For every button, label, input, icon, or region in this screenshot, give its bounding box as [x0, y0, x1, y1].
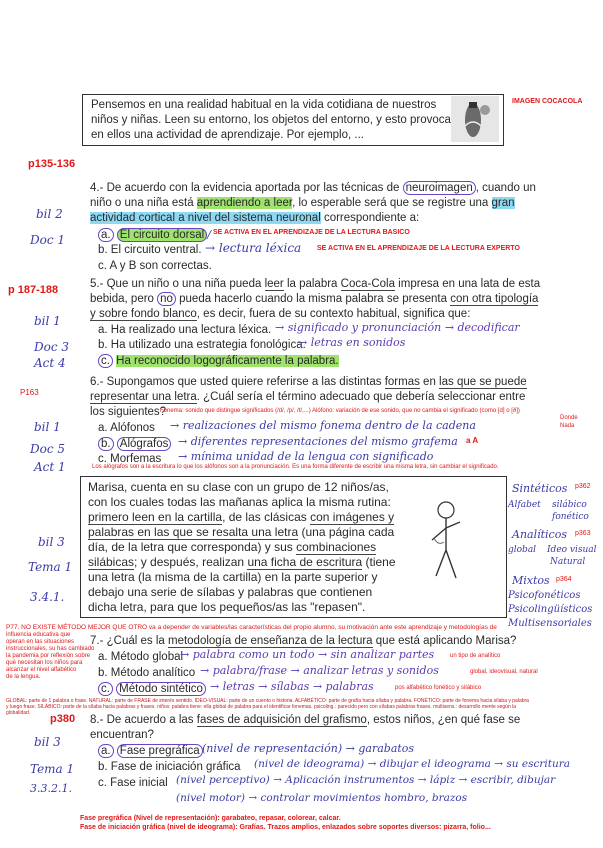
marisa-line: una letra (la misma de la cartilla) en la parte superior y [88, 570, 378, 584]
right-note: Ideo visual [547, 545, 597, 555]
left-note-line: de la lengua. [6, 674, 41, 680]
right-note: global [508, 545, 537, 555]
margin-note: bil 3 [34, 735, 61, 749]
q4-note-b: SE ACTIVA EN EL APRENDIZAJE DE LA LECTURA EXPERTO [317, 245, 520, 252]
q6-option-b[interactable]: b. Alógrafos [98, 437, 171, 452]
margin-note: Act 4 [34, 356, 66, 370]
margin-note: Doc 1 [30, 233, 66, 247]
marisa-line: con los cuales todas las mañanas aplica la misma rutina: [88, 495, 391, 509]
q6-hand-b-mark: a A [466, 436, 479, 445]
q8-hand-c1: (nivel perceptivo) → Aplicación instrumentos → lápiz → escribir, dibujar [176, 774, 556, 786]
q5-stem-line: y sobre fondo blanco, es decir, fuera de su contexto habitual, significa que: [90, 308, 471, 320]
marisa-line: dicha letra, para que los pequeños/as las "repasen". [88, 600, 366, 614]
q5-option-b[interactable]: b. Ha utilizado una estrategia fonológica. [98, 339, 306, 351]
intro-box [82, 94, 504, 146]
margin-note: Doc 5 [30, 442, 66, 456]
margin-note: Doc 3 [34, 340, 70, 354]
right-note: silábico [552, 500, 587, 510]
child-drawing-image [420, 498, 470, 588]
q5-hand-a: → significado y pronunciación → decodificar [275, 321, 520, 334]
right-note: Psicolingüísticos [508, 604, 593, 615]
page-ref: p380 [50, 713, 76, 725]
right-note: Natural [550, 557, 586, 567]
p77-note: P77. NO EXISTE MÉTODO MEJOR QUE OTRO va a depender de variables/las características del propio alumno, su motivación ante este aprendizaje y metodologías de [6, 624, 497, 631]
marisa-line: palabras en las que se resalta una letra (una página cada [88, 525, 395, 539]
margin-note: bil 1 [34, 420, 61, 434]
right-note: Psicofonéticos [508, 590, 581, 601]
q6-option-c[interactable]: c. Morfemas [98, 453, 162, 465]
q7-option-b[interactable]: b. Método analítico [98, 667, 196, 679]
q8-option-c[interactable]: c. Fase inicial [98, 777, 168, 789]
q6-nada: Nada [560, 423, 575, 429]
q6-stem-line: representar una letra. ¿Cuál sería el término adecuado que debería seleccionar entre [90, 391, 526, 403]
marisa-line: día, de la letra que corresponda) y sus combinaciones [88, 540, 377, 554]
intro-line: niños y niñas. Leen su entorno, los objetos del entorno, y esto provoca [91, 114, 451, 126]
q4-note-a: SE ACTIVA EN EL APRENDIZAJE DE LA LECTURA BASICO [213, 229, 410, 236]
q6-hand-a: → realizaciones del mismo fonema dentro de la cadena [170, 419, 476, 432]
q5-stem-line: bebida, pero no pueda hacerlo cuando la misma palabra se presenta con otra tipología [90, 293, 539, 305]
right-note: Analíticos [512, 528, 567, 541]
margin-note: 3.3.2.1. [30, 782, 72, 795]
margin-note: Tema 1 [28, 560, 73, 574]
image-label: IMAGEN COCACOLA [512, 98, 583, 105]
q7-stem: 7.- ¿Cuál es la metodología de enseñanza de la lectura que está aplicando Marisa? [90, 635, 517, 647]
right-note: Multisensoriales [508, 618, 592, 629]
margin-note: bil 3 [38, 535, 65, 549]
q8-option-b[interactable]: b. Fase de iniciación gráfica [98, 761, 241, 773]
q4-stem-line: 4.- De acuerdo con la evidencia aportada por las técnicas de neuroimagen , cuando un [90, 182, 536, 194]
q6-option-a[interactable]: a. Alófonos [98, 422, 155, 434]
page-ref: p135-136 [28, 158, 76, 170]
intro-line: Pensemos en una realidad habitual en la vida cotidiana de nuestros [91, 99, 437, 111]
margin-note: bil 1 [34, 314, 61, 328]
q7-hand-c: → letras → sílabas → palabras [210, 680, 374, 693]
right-note: Mixtos [512, 574, 550, 587]
q4-option-a[interactable]: a. El circuito dorsal / [98, 227, 211, 243]
margin-note: 3.4.1. [30, 590, 65, 604]
q6-alografos-note: Los alógrafos son a la escritura lo que los alófonos son a la pronunciación. Es una forma diferente de escribir una misma letra, sin cambiar el significado. [92, 464, 499, 470]
q6-hand-b: → diferentes representaciones del mismo grafema [178, 435, 458, 448]
left-note-line: influencia educativa que [6, 632, 71, 638]
q4-option-b[interactable]: b. El circuito ventral. [98, 244, 202, 256]
global-note: y luego frase. SILÁBICO: parte de la sílaba hacia palabras y frases. niños: palabra tiene: ella global de palabra para el identificar fonemas. psicoling.: parecido pero con sílabas palabras frases. multisens.: desarrollo mente según la [6, 704, 517, 710]
intro-line: en ellos una actividad de aprendizaje. Por ejemplo, ... [91, 129, 364, 141]
q8-option-a[interactable]: a. Fase pregráfica [98, 744, 203, 759]
cocacola-image [451, 96, 499, 142]
global-note: globalidad. [6, 710, 31, 716]
q4-option-c[interactable]: c. A y B son correctas. [98, 260, 212, 272]
q7-option-a[interactable]: a. Método global [98, 651, 184, 663]
right-note: Alfabet [508, 500, 541, 510]
q5-option-c[interactable]: c. Ha reconocido logográficamente la palabra. [98, 354, 339, 369]
q8-stem-line: encuentran? [90, 729, 154, 741]
margin-note: Tema 1 [30, 762, 75, 776]
q5-stem-line: 5.- Que un niño o una niña pueda leer la palabra Coca-Cola impresa en una lata de esta [90, 278, 541, 290]
left-note-line: alcanzar el nivel alfabético [6, 667, 77, 673]
marisa-line: silábicas; y después, realizan una ficha de escritura (tiene [88, 555, 396, 569]
q7-option-c[interactable]: c. Método sintético [98, 682, 206, 697]
right-note: Sintéticos [512, 482, 568, 495]
margin-note: bil 2 [36, 207, 63, 221]
marisa-line: primero leen en la cartilla, de las clásicas con imágenes y [88, 510, 395, 524]
q6-fonema-note: Fonema: sonido que distingue significados (/d/, /p/, /t/,...) Alófono: variación de ese sonido, que no cambia el significado (como [d] o [ð]) [160, 408, 520, 414]
q8-stem-line: 8.- De acuerdo a las fases de adquisición del grafismo, estos niños, ¿en qué fase se [90, 714, 521, 726]
right-note: fonético [552, 512, 589, 522]
q6-hand-c: → mínima unidad de la lengua con significado [178, 450, 434, 463]
marisa-line: Marisa, cuenta en su clase con un grupo de 12 niños/as, [88, 480, 389, 494]
q5-hand-b: → letras en sonidos [298, 336, 406, 349]
left-note-line: la pandemia por reflexión sobre [6, 653, 91, 659]
margin-note: Act 1 [34, 460, 66, 474]
q5-option-a[interactable]: a. Ha realizado una lectura léxica. [98, 324, 272, 336]
q6-stem-line: 6.- Supongamos que usted quiere referirse a las distintas formas en las que se puede [90, 376, 527, 388]
q6-donde: Donde [560, 415, 578, 421]
page-ref: p 187-188 [8, 284, 59, 296]
left-note-line: operan en las situaciones [6, 639, 75, 645]
right-note-page: p362 [575, 483, 591, 490]
q6-stem-line: los siguientes? [90, 406, 167, 418]
q7-hand-c-red: pos alfabético fonético y silábico [395, 685, 482, 691]
left-note-line: qué necesitan los niños para [6, 660, 83, 666]
left-note-line: instruccionales, su has cambiado [6, 646, 95, 652]
global-note: GLOBAL: parte de 1 palabra o frase. NATURAL: parte de FRASE de interés sentido. IDEO-VISUAL: parte de un cuento o historia. ALFABÉTICO: parte de grafía hacia sílaba y palabra. FONÉTICO: parte de fonema hacia sílaba y palabra [6, 698, 529, 704]
q7-hand-b: → palabra/frase → analizar letras y sonidos [200, 664, 439, 677]
q7-hand-a-red: un tipo de analítico [450, 653, 501, 659]
q8-hand-a: (nivel de representación) → garabatos [202, 742, 415, 755]
footer-note: Fase de iniciación gráfica (nivel de ideograma): Grafías. Trazos amplios, enlazados sobre soportes diversos: pizarra, folio... [80, 824, 491, 831]
q4-hand-b: → lectura léxica [205, 241, 302, 255]
page-ref: P163 [20, 388, 39, 397]
right-note-page: p363 [575, 530, 591, 537]
right-note-page: p364 [556, 576, 572, 583]
q4-stem-line: niño o una niña está aprendiendo a leer, lo esperable será que se registre una gran [90, 197, 515, 209]
q8-hand-b: (nivel de ideograma) → dibujar el ideograma → su escritura [254, 758, 570, 770]
q7-hand-b-red: global, ideovisual, natural [470, 669, 538, 675]
marisa-line: debajo una serie de sílabas y palabras que contienen [88, 585, 373, 599]
q7-hand-a: → palabra como un todo → sin analizar partes [180, 648, 435, 661]
q4-stem-line: actividad cortical a nivel del sistema neuronal correspondiente a: [90, 212, 420, 224]
q8-hand-c2: (nivel motor) → controlar movimientos hombro, brazos [176, 792, 468, 804]
footer-note: Fase pregráfica (Nivel de representación): garabateo, repasar, colorear, calcar. [80, 815, 341, 822]
